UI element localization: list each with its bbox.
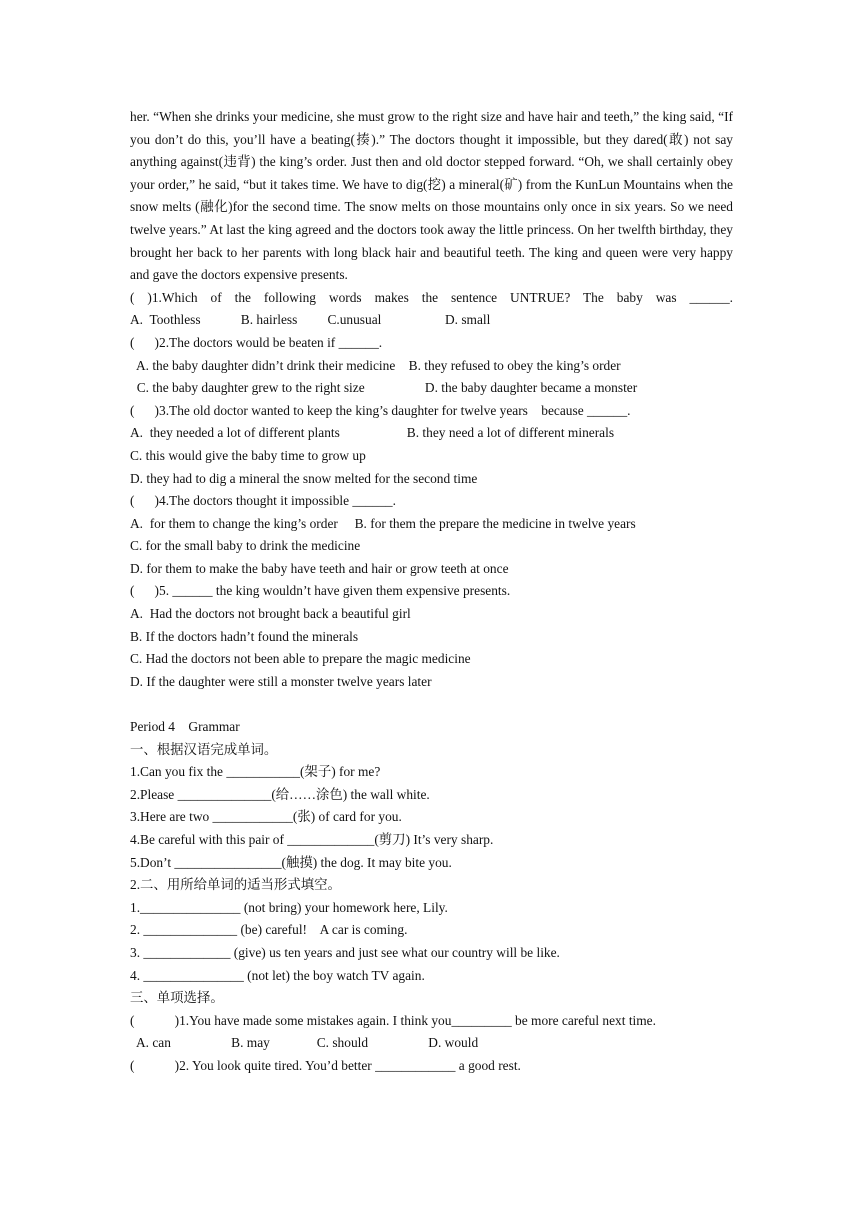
reading-questions [130, 287, 733, 694]
question-options: D. If the daughter were still a monster twelve years later [130, 673, 432, 689]
section-heading: 2.二、用所给单词的适当形式填空。 [130, 877, 341, 893]
question-stem: ( )4.The doctors thought it impossible ______. [130, 493, 396, 509]
question-options: A. Toothless B. hairless C.unusual D. small [130, 312, 491, 328]
exercise-item: 3.Here are two ____________(张) of card for you. [130, 809, 402, 825]
question-options: C. the baby daughter grew to the right size D. the baby daughter became a monster [130, 380, 638, 396]
period-title: Period 4 Grammar [130, 719, 240, 735]
exercise-item: 4. _______________ (not let) the boy watch TV again. [130, 967, 425, 983]
question-options: C. for the small baby to drink the medicine [130, 538, 361, 554]
question-options: C. this would give the baby time to grow up [130, 447, 366, 463]
question-options: A. Had the doctors not brought back a beautiful girl [130, 606, 411, 622]
question-stem: ( )5. ______ the king wouldn’t have given them expensive presents. [130, 583, 511, 599]
section-heading: 三、单项选择。 [130, 990, 224, 1006]
exercise-item: 1._______________ (not bring) your homework here, Lily. [130, 899, 448, 915]
question-stem: ( )2.The doctors would be beaten if ______. [130, 334, 383, 350]
question-options: C. Had the doctors not been able to prepare the magic medicine [130, 651, 471, 667]
section-multiple-choice [130, 987, 733, 1077]
question-2 [130, 332, 733, 400]
question-options: A. the baby daughter didn’t drink their medicine B. they refused to obey the king’s order [130, 357, 621, 373]
exercise-item: 2.Please ______________(给……涂色) the wall white. [130, 786, 430, 802]
exercise-item: 3. _____________ (give) us ten years and just see what our country will be like. [130, 944, 560, 960]
question-stem: ( )1.Which of the following words makes the sentence UNTRUE? The baby was ______. [130, 289, 733, 305]
exercise-item: 4.Be careful with this pair of _____________(剪刀) It’s very sharp. [130, 832, 494, 847]
question-1 [130, 287, 733, 332]
story-paragraph: her. “When she drinks your medicine, she must grow to the right size and have hair and teeth,” the king said, “If you don’t do this, you’ll have a beating(揍).” The doctors thought it impossible, but they dared(敢) not say anything against(违背) the king’s order. Just then and old doctor stepped forward. “Oh, we shall certainly obey your order,” he said, “but it takes time. We have to dig(挖) a mineral(矿) from the KunLun Mountains when the snow melts (融化)for the second time. The snow melts on those mountains only once in six years. So we need twelve years.” At last the king agreed and the doctors took away the little princess. On her twelfth birthday, they brought her back to her parents with long black hair and beautiful teeth. The king and queen were very happy and gave the doctors expensive presents. [130, 109, 733, 283]
section-word-forms [130, 874, 733, 987]
question-stem: ( )2. You look quite tired. You’d better ____________ a good rest. [130, 1057, 521, 1073]
question-options: D. they had to dig a mineral the snow melted for the second time [130, 470, 478, 486]
question-options: B. If the doctors hadn’t found the minerals [130, 628, 359, 644]
question-stem: ( )3.The old doctor wanted to keep the king’s daughter for twelve years because ______. [130, 402, 631, 418]
question-5 [130, 580, 733, 693]
section-vocabulary [130, 739, 733, 875]
exercise-item: 5.Don’t ________________(触摸) the dog. It may bite you. [130, 854, 452, 870]
question-4 [130, 490, 733, 580]
question-options: A. can B. may C. should D. would [130, 1035, 479, 1051]
exercise-item: 2. ______________ (be) careful! A car is coming. [130, 922, 408, 938]
question-options: A. for them to change the king’s order B. for them the prepare the medicine in twelve years [130, 515, 636, 531]
blank-line [130, 693, 733, 716]
question-stem: ( )1.You have made some mistakes again. I think you_________ be more careful next time. [130, 1012, 656, 1028]
section-heading: 一、根据汉语完成单词。 [130, 741, 278, 757]
question-options: A. they needed a lot of different plants B. they need a lot of different minerals [130, 425, 615, 441]
question-options: D. for them to make the baby have teeth and hair or grow teeth at once [130, 560, 509, 576]
exercise-item: 1.Can you fix the ___________(架子) for me? [130, 764, 381, 780]
question-3 [130, 400, 733, 490]
document-page [130, 106, 733, 1078]
